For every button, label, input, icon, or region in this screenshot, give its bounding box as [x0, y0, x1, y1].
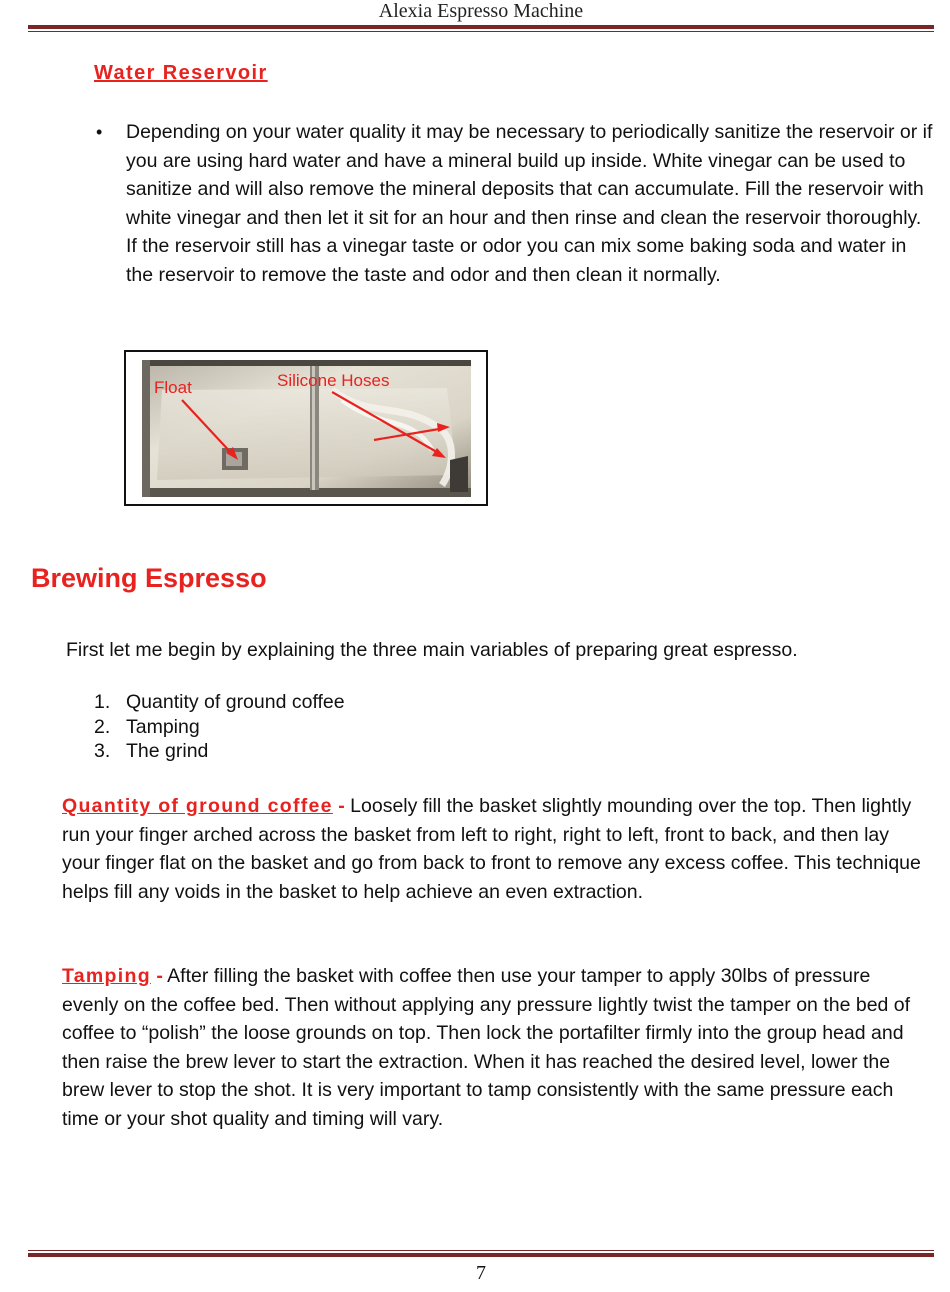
quantity-heading: Quantity of ground coffee: [62, 795, 333, 817]
running-header: Alexia Espresso Machine: [378, 0, 584, 22]
bullet-icon: •: [96, 122, 103, 142]
tamping-separator: -: [156, 965, 163, 987]
figure-label-hoses: Silicone Hoses: [277, 371, 390, 390]
page-number: 7: [476, 1262, 486, 1284]
list-item-text: Tamping: [126, 715, 200, 738]
brewing-intro: First let me begin by explaining the three main variables of preparing great espresso.: [66, 639, 798, 661]
variables-list: [94, 690, 345, 764]
list-item: [94, 715, 345, 740]
header-rule-thick: [28, 25, 934, 29]
list-item-text: Quantity of ground coffee: [126, 691, 345, 713]
tamping-heading: Tamping: [62, 965, 151, 987]
footer-rule-thick: [28, 1253, 934, 1257]
list-item: [94, 739, 345, 764]
water-reservoir-bullet-text: Depending on your water quality it may be necessary to periodically sanitize the reservoir or if you are using hard water and have a mineral build up inside. White vinegar can be used to sanitize and will also remove the mineral deposits that can accumulate. Fill the reservoir with white vinegar and then let it sit for an hour and then rinse and clean the reservoir thoroughly. If the reservoir still has a vinegar taste or odor you can mix some baking soda and water in the reservoir to remove the taste and odor and then clean it normally.: [126, 121, 933, 286]
quantity-separator: -: [338, 795, 345, 817]
quantity-text: Loosely fill the basket slightly mounding over the top. Then lightly run your finger arched across the basket from left to right, right to left, front to back, and then lay your finger flat on the basket and go from back to front to remove any excess coffee. This technique helps fill any voids in the basket to help achieve an even extraction.: [62, 795, 921, 903]
header-rule-thin: [28, 31, 934, 32]
list-item-number: 1.: [94, 691, 111, 713]
quantity-paragraph: [62, 792, 932, 906]
figure-label-float: Float: [154, 378, 192, 397]
list-item-text: The grind: [126, 740, 209, 762]
brewing-espresso-heading: Brewing Espresso: [31, 563, 267, 593]
list-item: [94, 690, 345, 715]
footer-rule-thin: [28, 1250, 934, 1251]
tamping-paragraph: [62, 962, 932, 1133]
reservoir-photo: [142, 360, 471, 497]
tamping-text: After filling the basket with coffee then use your tamper to apply 30lbs of pressure evenly on the coffee bed. Then without applying any pressure lightly twist the tamper on the bed of coffee to “polish” the loose grounds on top. Then lock the portafilter firmly into the group head and then raise the brew lever to start the extraction. When it has reached the desired level, lower the brew lever to stop the shot. It is very important to tamp consistently with the same pressure each time or your shot quality and timing will vary.: [62, 965, 911, 1130]
water-reservoir-heading: Water Reservoir: [94, 62, 268, 84]
reservoir-photo-frame: [124, 350, 488, 506]
list-item-number: 2.: [94, 715, 111, 738]
list-item-number: 3.: [94, 740, 111, 762]
